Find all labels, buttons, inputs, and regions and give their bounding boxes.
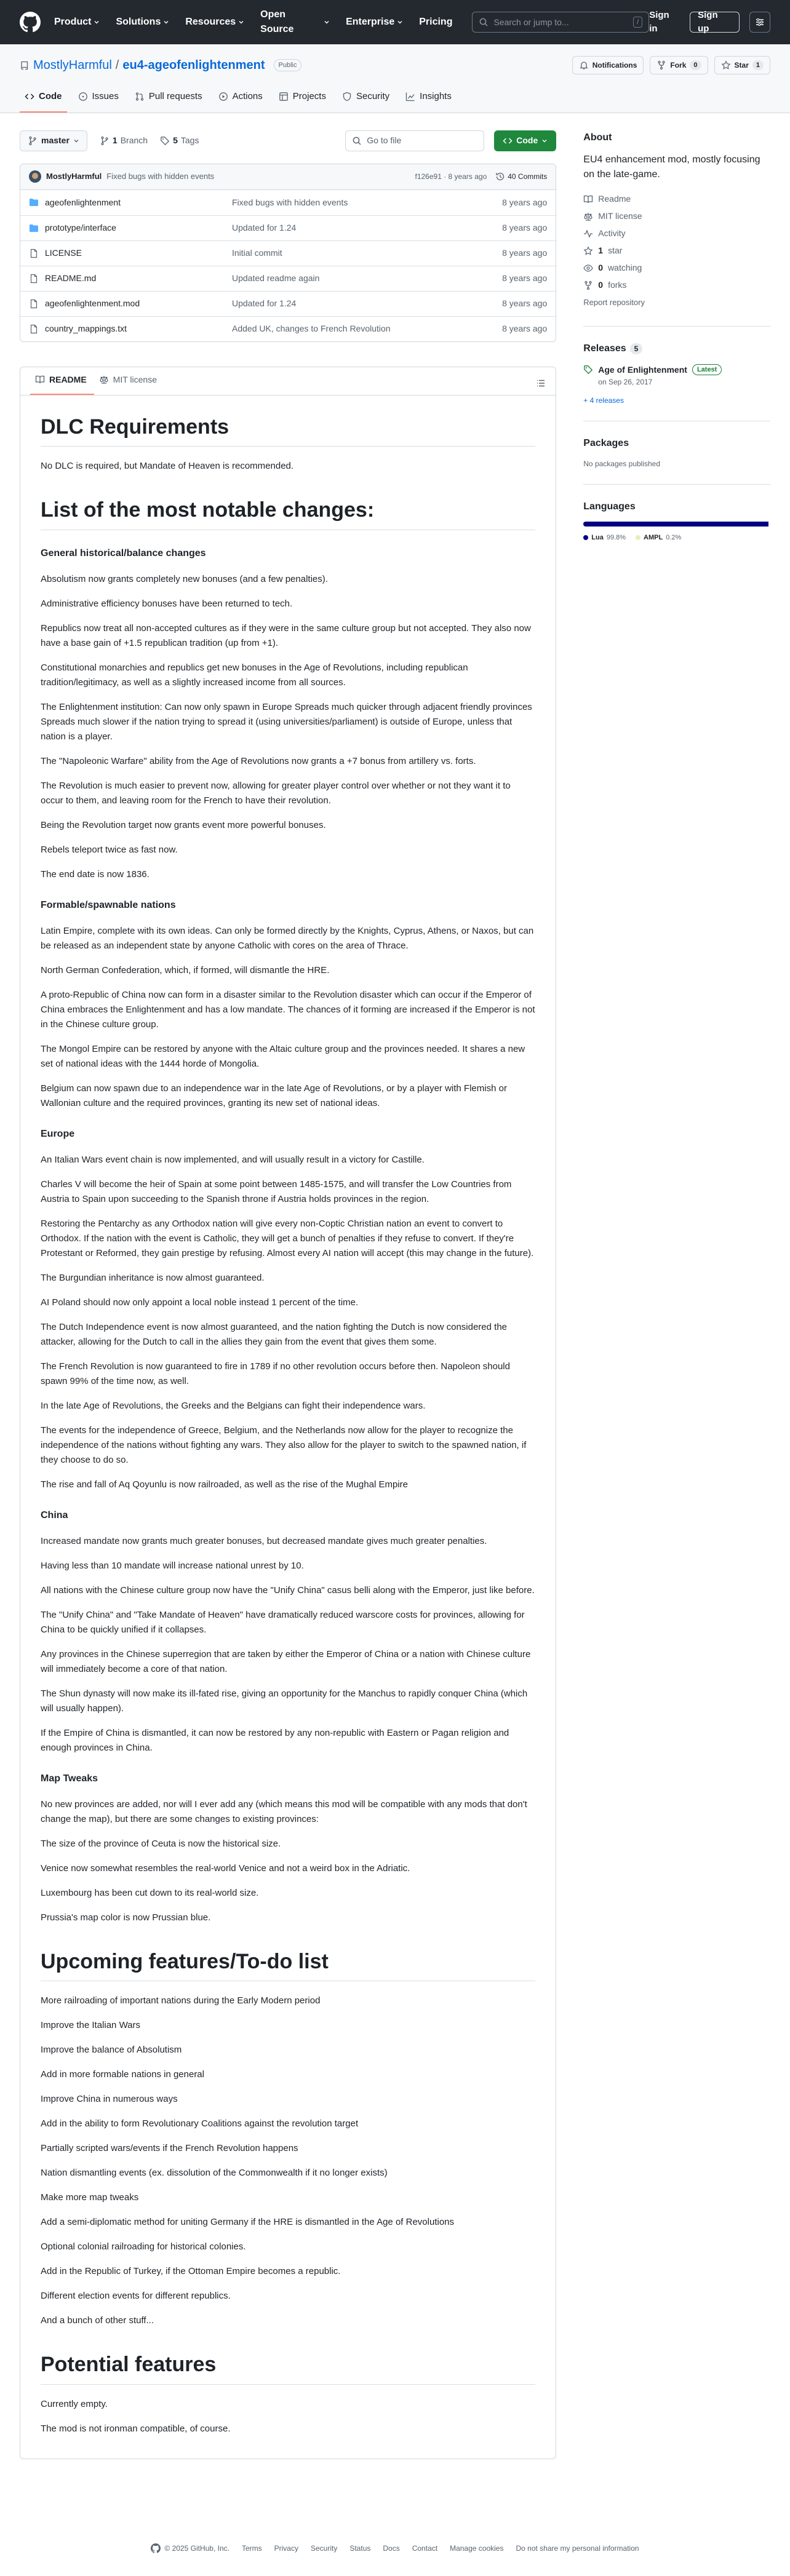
file-name[interactable]: LICENSE xyxy=(45,248,82,258)
pull-request-icon xyxy=(135,92,145,101)
notifications-label: Notifications xyxy=(592,61,637,70)
footer-link-do-not-share[interactable]: Do not share my personal information xyxy=(516,2543,639,2553)
file-row[interactable] xyxy=(20,291,556,316)
commit-history-link[interactable] xyxy=(495,171,547,182)
language-list xyxy=(583,533,770,543)
readme-paragraph: The French Revolution is now guaranteed to fire in 1789 if no other revolution occurs before then. Napoleon should spawn 99% of the time now, as well. xyxy=(41,1361,510,1386)
readme-paragraph: The end date is now 1836. xyxy=(41,869,150,880)
branch-icon xyxy=(28,136,38,146)
repo-name-link[interactable]: eu4-ageofenlightenment xyxy=(122,58,265,72)
chevron-down-icon xyxy=(324,19,330,25)
sliders-icon xyxy=(755,17,765,27)
github-logo-icon xyxy=(151,2543,161,2553)
tab-license-label: MIT license xyxy=(113,374,157,384)
repo-title xyxy=(20,56,301,74)
menu-button[interactable] xyxy=(749,12,770,33)
readme-paragraph: The mod is not ironman compatible, of course. xyxy=(41,2423,231,2434)
forks-count: 0 xyxy=(598,280,604,290)
tab-label: Issues xyxy=(92,91,119,101)
visibility-badge: Public xyxy=(274,59,302,71)
footer-link-status[interactable]: Status xyxy=(349,2543,371,2553)
issue-icon xyxy=(78,92,88,101)
site-footer xyxy=(20,2521,770,2576)
nav-label: Pricing xyxy=(419,17,453,27)
readme-paragraph: Latin Empire, complete with its own ideas. Can only be formed directly by the Knights, Cyprus, Athens, or Naxos, but can be released as an independent state by anyone Catholic with cores on the area of Thrace. xyxy=(41,925,534,951)
nav-pricing[interactable] xyxy=(419,7,452,37)
readme-paragraph: Add in more formable nations in general xyxy=(41,2069,204,2080)
tags-count: 5 xyxy=(173,135,178,145)
book-icon xyxy=(583,194,593,204)
release-name: Age of Enlightenment xyxy=(598,364,687,375)
readme-paragraph: Different election events for different republics. xyxy=(41,2291,231,2301)
readme-link[interactable] xyxy=(583,191,770,208)
pulse-icon xyxy=(583,229,593,239)
languages-section xyxy=(583,499,770,543)
readme-paragraph: Nation dismantling events (ex. dissolution of the Commonwealth if it no longer exists) xyxy=(41,2168,388,2178)
readme-paragraph: AI Poland should now only appoint a local noble instead 1 percent of the time. xyxy=(41,1297,359,1308)
avatar[interactable] xyxy=(29,170,41,183)
branch-select[interactable] xyxy=(20,130,87,151)
readme-subheading: Map Tweaks xyxy=(41,1773,98,1784)
readme-paragraph: Add in the Republic of Turkey, if the Ottoman Empire becomes a republic. xyxy=(41,2266,341,2276)
code-button-label: Code xyxy=(516,135,538,145)
tab-issues[interactable] xyxy=(73,90,124,113)
file-commit-message[interactable]: Initial commit xyxy=(232,248,282,258)
readme-link-label: Readme xyxy=(598,194,631,204)
file-commit-message[interactable]: Updated for 1.24 xyxy=(232,223,297,233)
packages-section xyxy=(583,436,770,485)
readme-paragraph: Improve China in numerous ways xyxy=(41,2094,178,2104)
readme-heading: Upcoming features/To-do list xyxy=(41,1949,535,1982)
search-placeholder: Search or jump to... xyxy=(493,17,569,27)
language-name: Lua xyxy=(591,533,604,541)
list-icon xyxy=(536,378,546,388)
github-logo-icon[interactable] xyxy=(20,12,54,33)
readme-subheading: China xyxy=(41,1509,68,1521)
footer-copyright: © 2025 GitHub, Inc. xyxy=(164,2543,229,2553)
tab-projects[interactable] xyxy=(274,90,331,113)
readme-paragraph: The events for the independence of Greece, Belgium, and the Netherlands now allow for the player to recognize the independence of the nations without fighting any wars. They also allow for the player to switch to the spawned nation, if they choose to do so. xyxy=(41,1425,527,1465)
readme-paragraph: The rise and fall of Aq Qoyunlu is now railroaded, as well as the rise of the Mughal Empire xyxy=(41,1479,408,1490)
chevron-down-icon xyxy=(163,19,169,25)
readme-paragraph: Belgium can now spawn due to an independence war in the late Age of Revolutions, or by a player with Flemish or Wallonian culture and the required provinces, granting its new set of national ideas. xyxy=(41,1083,507,1108)
branch-name: master xyxy=(41,135,70,145)
play-icon xyxy=(218,92,228,101)
chevron-down-icon xyxy=(94,19,100,25)
search-input[interactable] xyxy=(472,12,649,33)
tags-link[interactable] xyxy=(160,134,199,147)
file-row[interactable] xyxy=(20,316,556,341)
packages-empty: No packages published xyxy=(583,459,661,468)
shield-icon xyxy=(342,92,352,101)
tab-readme-label: README xyxy=(49,374,87,384)
file-commit-message[interactable]: Fixed bugs with hidden events xyxy=(232,197,348,207)
folder-icon xyxy=(29,223,39,233)
latest-commit xyxy=(20,164,556,190)
readme-paragraph: All nations with the Chinese culture group now have the "Unify China" casus belli along with the Emperor, just like before. xyxy=(41,1584,535,1596)
about-heading: About xyxy=(583,132,612,143)
footer-link-manage-cookies[interactable]: Manage cookies xyxy=(450,2543,504,2553)
tab-code[interactable] xyxy=(20,90,67,113)
law-icon xyxy=(583,212,593,221)
readme-paragraph: Add a semi-diplomatic method for uniting Germany if the HRE is dismantled in the Age of Revolutions xyxy=(41,2217,454,2227)
readme-paragraph: Constitutional monarchies and republics get new bonuses in the Age of Revolutions, including republican tradition/legitimacy, as well as a slightly increased income from all sources. xyxy=(41,662,468,688)
releases-section xyxy=(583,341,770,421)
readme-paragraph: Administrative efficiency bonuses have been returned to tech. xyxy=(41,598,293,609)
notifications-button[interactable] xyxy=(572,56,644,74)
release-date: on Sep 26, 2017 xyxy=(598,377,653,386)
repo-separator: / xyxy=(115,58,119,72)
nav-label: Open Source xyxy=(260,9,294,34)
readme-paragraph: Increased mandate now grants much greater bonuses, but decreased mandate gives much greater penalties. xyxy=(41,1535,487,1546)
readme-paragraph: Absolutism now grants completely new bonuses (and a few penalties). xyxy=(41,573,328,584)
languages-heading: Languages xyxy=(583,501,636,512)
repo-owner-link[interactable]: MostlyHarmful xyxy=(33,58,112,72)
readme-paragraph: The size of the province of Ceuta is now the historical size. xyxy=(41,1838,281,1849)
file-date: 8 years ago xyxy=(502,298,548,308)
readme-paragraph: Improve the Italian Wars xyxy=(41,2020,141,2030)
fork-icon xyxy=(656,60,666,70)
global-nav xyxy=(54,7,452,37)
file-row[interactable] xyxy=(20,190,556,215)
sign-up-button[interactable]: Sign up xyxy=(690,12,740,33)
report-repository-link[interactable]: Report repository xyxy=(583,297,645,307)
readme-heading: DLC Requirements xyxy=(41,414,535,447)
readme-paragraph: Republics now treat all non-accepted cultures as if they were in the same culture group but not accepted. They also now have a base gain of +1.5 republican tradition (up from +1). xyxy=(41,622,531,648)
outline-button[interactable] xyxy=(536,378,546,388)
file-name[interactable]: ageofenlightenment.mod xyxy=(45,298,140,308)
latest-release[interactable] xyxy=(583,364,770,388)
readme-paragraph: Being the Revolution target now grants event more powerful bonuses. xyxy=(41,819,326,830)
language-color-dot xyxy=(636,535,640,540)
nav-enterprise[interactable] xyxy=(346,7,403,37)
tag-icon xyxy=(583,365,593,375)
tab-label: Pull requests xyxy=(148,91,202,101)
tag-icon xyxy=(160,136,170,146)
file-name[interactable]: country_mappings.txt xyxy=(45,324,127,333)
repo-description: EU4 enhancement mod, mostly focusing on the late-game. xyxy=(583,154,760,180)
releases-count: 5 xyxy=(630,343,643,354)
file-icon xyxy=(29,274,39,284)
readme-paragraph: The Enlightenment institution: Can now only spawn in Europe Spreads much quicker through adjacent friendly provinces Spreads much slower if the nation trying to spread it (using universities/parliament) is outside of Europe, unless that nation is a player. xyxy=(41,701,532,742)
readme-paragraph: Any provinces in the Chinese superregion that are taken by either the Emperor of China or a nation with Chinese culture will immediately become a core of that nation. xyxy=(41,1648,531,1674)
nav-label: Solutions xyxy=(116,17,161,27)
stars-label: star xyxy=(608,245,623,255)
repo-tabs xyxy=(20,90,770,113)
code-icon xyxy=(503,136,513,146)
watchers-link[interactable] xyxy=(583,260,770,277)
file-row[interactable] xyxy=(20,241,556,266)
readme-panel xyxy=(20,367,556,2459)
file-commit-message[interactable]: Updated for 1.24 xyxy=(232,298,297,308)
file-name[interactable]: prototype/interface xyxy=(45,223,116,233)
watching-label: watching xyxy=(608,263,642,272)
footer-link-terms[interactable]: Terms xyxy=(241,2543,262,2553)
readme-paragraph: In the late Age of Revolutions, the Greeks and the Belgians can fight their independence wars. xyxy=(41,1400,426,1411)
readme-tabs xyxy=(20,367,556,396)
commit-author[interactable]: MostlyHarmful xyxy=(46,172,102,181)
tab-label: Actions xyxy=(232,91,263,101)
code-icon xyxy=(25,92,34,101)
readme-paragraph: The Revolution is much easier to prevent now, allowing for greater player control over whether or not they want it to occur to them, and leaving room for the French to have their revolution. xyxy=(41,780,511,806)
readme-paragraph: Rebels teleport twice as fast now. xyxy=(41,844,178,855)
readme-paragraph: The Shun dynasty will now make its ill-fated rise, giving an opportunity for the Manchus to rapidly conquer China (which will usually happen). xyxy=(41,1688,528,1714)
file-icon xyxy=(29,248,39,258)
readme-paragraph: The "Napoleonic Warfare" ability from the Age of Revolutions now grants a +7 bonus from artillery vs. forts. xyxy=(41,755,476,766)
readme-paragraph: If the Empire of China is dismantled, it can now be restored by any non-republic with Eastern or Pagan religion and enough provinces in China. xyxy=(41,1727,509,1753)
readme-paragraph: Partially scripted wars/events if the French Revolution happens xyxy=(41,2143,298,2153)
file-commit-message[interactable]: Added UK, changes to French Revolution xyxy=(232,324,391,333)
readme-paragraph: North German Confederation, which, if formed, will dismantle the HRE. xyxy=(41,964,330,976)
language-percent: 99.8% xyxy=(606,533,626,541)
file-date: 8 years ago xyxy=(502,248,548,258)
sidebar xyxy=(583,130,770,2459)
nav-resources[interactable] xyxy=(185,7,244,37)
watching-count: 0 xyxy=(598,263,604,272)
star-button[interactable] xyxy=(714,56,770,74)
tab-insights[interactable] xyxy=(401,90,457,113)
branch-icon xyxy=(100,136,110,146)
file-date: 8 years ago xyxy=(502,324,548,333)
fork-button[interactable] xyxy=(650,56,708,74)
readme-subheading: Europe xyxy=(41,1128,75,1139)
readme-paragraph: Add in the ability to form Revolutionary Coalitions against the revolution target xyxy=(41,2118,359,2129)
readme-paragraph: Make more map tweaks xyxy=(41,2192,139,2203)
footer-link-privacy[interactable]: Privacy xyxy=(274,2543,298,2553)
eye-icon xyxy=(583,263,593,273)
file-date: 8 years ago xyxy=(502,273,548,283)
star-count: 1 xyxy=(752,60,764,71)
file-date: 8 years ago xyxy=(502,197,548,207)
readme-paragraph: The "Unify China" and "Take Mandate of Heaven" have dramatically reduced warscore costs for provinces, allowing for China to be quickly unified if it collapses. xyxy=(41,1609,525,1635)
language-color-dot xyxy=(583,535,588,540)
book-icon xyxy=(35,375,45,384)
file-icon xyxy=(29,299,39,309)
readme-heading: Potential features xyxy=(41,2351,535,2385)
file-date: 8 years ago xyxy=(502,223,548,233)
history-icon xyxy=(495,172,505,181)
graph-icon xyxy=(405,92,415,101)
readme-paragraph: Luxembourg has been cut down to its real-world size. xyxy=(41,1887,259,1898)
commit-hash-time[interactable]: f126e91 · 8 years ago xyxy=(415,172,487,181)
releases-heading[interactable]: Releases xyxy=(583,343,626,354)
chevron-down-icon xyxy=(541,138,548,144)
header-actions xyxy=(649,9,770,36)
readme-paragraph: Prussia's map color is now Prussian blue. xyxy=(41,1912,211,1923)
readme-paragraph: No new provinces are added, nor will I ever add any (which means this mod will be compatible with any mods that don't change the map), but there are some changes to existing provinces: xyxy=(41,1799,527,1824)
commit-count-label: 40 Commits xyxy=(508,172,548,181)
repo-header xyxy=(0,44,790,113)
license-link-label: MIT license xyxy=(598,211,642,221)
about-section xyxy=(583,130,770,327)
stars-link[interactable] xyxy=(583,242,770,260)
sign-in-link[interactable]: Sign in xyxy=(649,9,669,34)
language-bar xyxy=(583,522,770,527)
tab-actions[interactable] xyxy=(213,90,268,113)
latest-badge: Latest xyxy=(692,364,722,375)
footer-link-contact[interactable]: Contact xyxy=(412,2543,438,2553)
packages-heading[interactable]: Packages xyxy=(583,437,629,448)
fork-icon xyxy=(583,280,593,290)
star-icon xyxy=(721,60,731,70)
readme-paragraph: The Mongol Empire can be restored by anyone with the Altaic culture group and the provinces needed. It shares a new set of national ideas with the 1444 horde of Mongolia. xyxy=(41,1043,525,1069)
nav-product[interactable] xyxy=(54,7,100,37)
repo-main xyxy=(0,113,790,2459)
branches-count: 1 xyxy=(112,135,118,145)
repo-actions xyxy=(572,56,770,74)
tab-license[interactable] xyxy=(94,373,164,395)
code-button[interactable] xyxy=(494,130,556,151)
language-name: AMPL xyxy=(644,533,663,541)
nav-label: Enterprise xyxy=(346,17,395,27)
file-row[interactable] xyxy=(20,266,556,291)
file-toolbar xyxy=(20,130,556,151)
activity-link-label: Activity xyxy=(598,228,626,238)
tab-label: Projects xyxy=(292,91,326,101)
tab-label: Insights xyxy=(420,91,452,101)
commit-message[interactable]: Fixed bugs with hidden events xyxy=(106,172,215,181)
chevron-down-icon xyxy=(397,19,403,25)
language-item[interactable] xyxy=(583,533,626,543)
chevron-down-icon xyxy=(73,138,79,144)
nav-solutions[interactable] xyxy=(116,7,169,37)
file-row[interactable] xyxy=(20,215,556,241)
readme-paragraph: Improve the balance of Absolutism xyxy=(41,2045,182,2055)
readme-paragraph: Having less than 10 mandate will increase national unrest by 10. xyxy=(41,1560,304,1571)
tags-label: Tags xyxy=(180,135,199,145)
fork-label: Fork xyxy=(670,61,687,70)
search-icon xyxy=(352,136,362,146)
file-name[interactable]: README.md xyxy=(45,273,97,283)
repo-icon xyxy=(20,60,30,70)
star-label: Star xyxy=(734,61,749,70)
readme-paragraph: The Dutch Independence event is now almost guaranteed, and the nation fighting the Dutch is now considered the attacker, allowing for the Dutch to call in the allies they gain from the event that gives them some. xyxy=(41,1321,507,1347)
nav-label: Product xyxy=(54,17,92,27)
readme-paragraph: More railroading of important nations during the Early Modern period xyxy=(41,1995,321,2006)
readme-subheading: General historical/balance changes xyxy=(41,547,206,559)
stars-count: 1 xyxy=(598,245,604,255)
bell-icon xyxy=(579,60,589,70)
readme-paragraph: Venice now somewhat resembles the real-world Venice and not a weird box in the Adriatic. xyxy=(41,1862,410,1874)
global-header xyxy=(0,0,790,44)
readme-paragraph: A proto-Republic of China now can form in a disaster similar to the Revolution disaster which can occur if the Emperor of China embraces the Enlightenment and has a low mandate. The chances of it forming are increased if the Emperor is not in the Chinese culture group. xyxy=(41,989,535,1030)
forks-link[interactable] xyxy=(583,277,770,294)
tab-label: Code xyxy=(39,91,62,101)
readme-heading: List of the most notable changes: xyxy=(41,497,535,530)
tab-pull-requests[interactable] xyxy=(130,90,207,113)
footer-link-security[interactable]: Security xyxy=(310,2543,338,2553)
forks-label: forks xyxy=(608,280,627,290)
more-releases-link[interactable]: + 4 releases xyxy=(583,396,624,405)
tab-readme[interactable] xyxy=(30,373,94,395)
language-item[interactable] xyxy=(636,533,681,543)
folder-icon xyxy=(29,197,39,207)
go-to-file-input[interactable] xyxy=(345,130,484,151)
table-icon xyxy=(279,92,289,101)
file-name[interactable]: ageofenlightenment xyxy=(45,197,121,207)
file-icon xyxy=(29,324,39,334)
language-bar-segment xyxy=(583,522,768,527)
file-commit-message[interactable]: Updated readme again xyxy=(232,273,320,283)
search-shortcut-badge: / xyxy=(633,17,642,28)
star-icon xyxy=(583,246,593,256)
readme-paragraph: The Burgundian inheritance is now almost guaranteed. xyxy=(41,1272,265,1283)
nav-open-source[interactable] xyxy=(260,7,330,37)
readme-paragraph: An Italian Wars event chain is now implemented, and will usually result in a victory for Castille. xyxy=(41,1154,425,1165)
readme-paragraph: Charles V will become the heir of Spain at some point between 1485-1575, and will transfer the Low Countries from Austria to Spain upon succeeding to the Spanish throne if Austria holds provinces in the region. xyxy=(41,1179,512,1204)
readme-paragraph: Optional colonial railroading for historical colonies. xyxy=(41,2241,246,2252)
footer-link-docs[interactable]: Docs xyxy=(383,2543,400,2553)
readme-paragraph: Restoring the Pentarchy as any Orthodox nation will give every non-Coptic Christian nation an event to convert to Orthodox. If the nation with the event is Catholic, they will get a bunch of penalties if they refuse to convert. If they're Protestant or Reformed, they gain prestige by refusing. Almost every AI nation will accept (this may change in the future). xyxy=(41,1218,534,1258)
readme-paragraph: No DLC is required, but Mandate of Heaven is recommended. xyxy=(41,461,294,471)
file-browser xyxy=(20,164,556,342)
tab-security[interactable] xyxy=(337,90,394,113)
branches-label: Branch xyxy=(120,135,148,145)
branches-link[interactable] xyxy=(100,134,148,147)
readme-paragraph: Currently empty. xyxy=(41,2398,108,2409)
search-icon xyxy=(479,17,489,27)
license-link[interactable] xyxy=(583,208,770,225)
readme-paragraph: And a bunch of other stuff... xyxy=(41,2315,154,2326)
tab-label: Security xyxy=(356,91,390,101)
law-icon xyxy=(99,375,109,384)
activity-link[interactable] xyxy=(583,225,770,242)
readme-content xyxy=(20,396,556,2459)
readme-subheading: Formable/spawnable nations xyxy=(41,899,176,910)
language-percent: 0.2% xyxy=(666,533,682,541)
fork-count: 0 xyxy=(690,60,701,71)
go-to-file-placeholder: Go to file xyxy=(367,135,402,145)
main-column xyxy=(20,130,556,2459)
nav-label: Resources xyxy=(185,17,236,27)
chevron-down-icon xyxy=(238,19,244,25)
